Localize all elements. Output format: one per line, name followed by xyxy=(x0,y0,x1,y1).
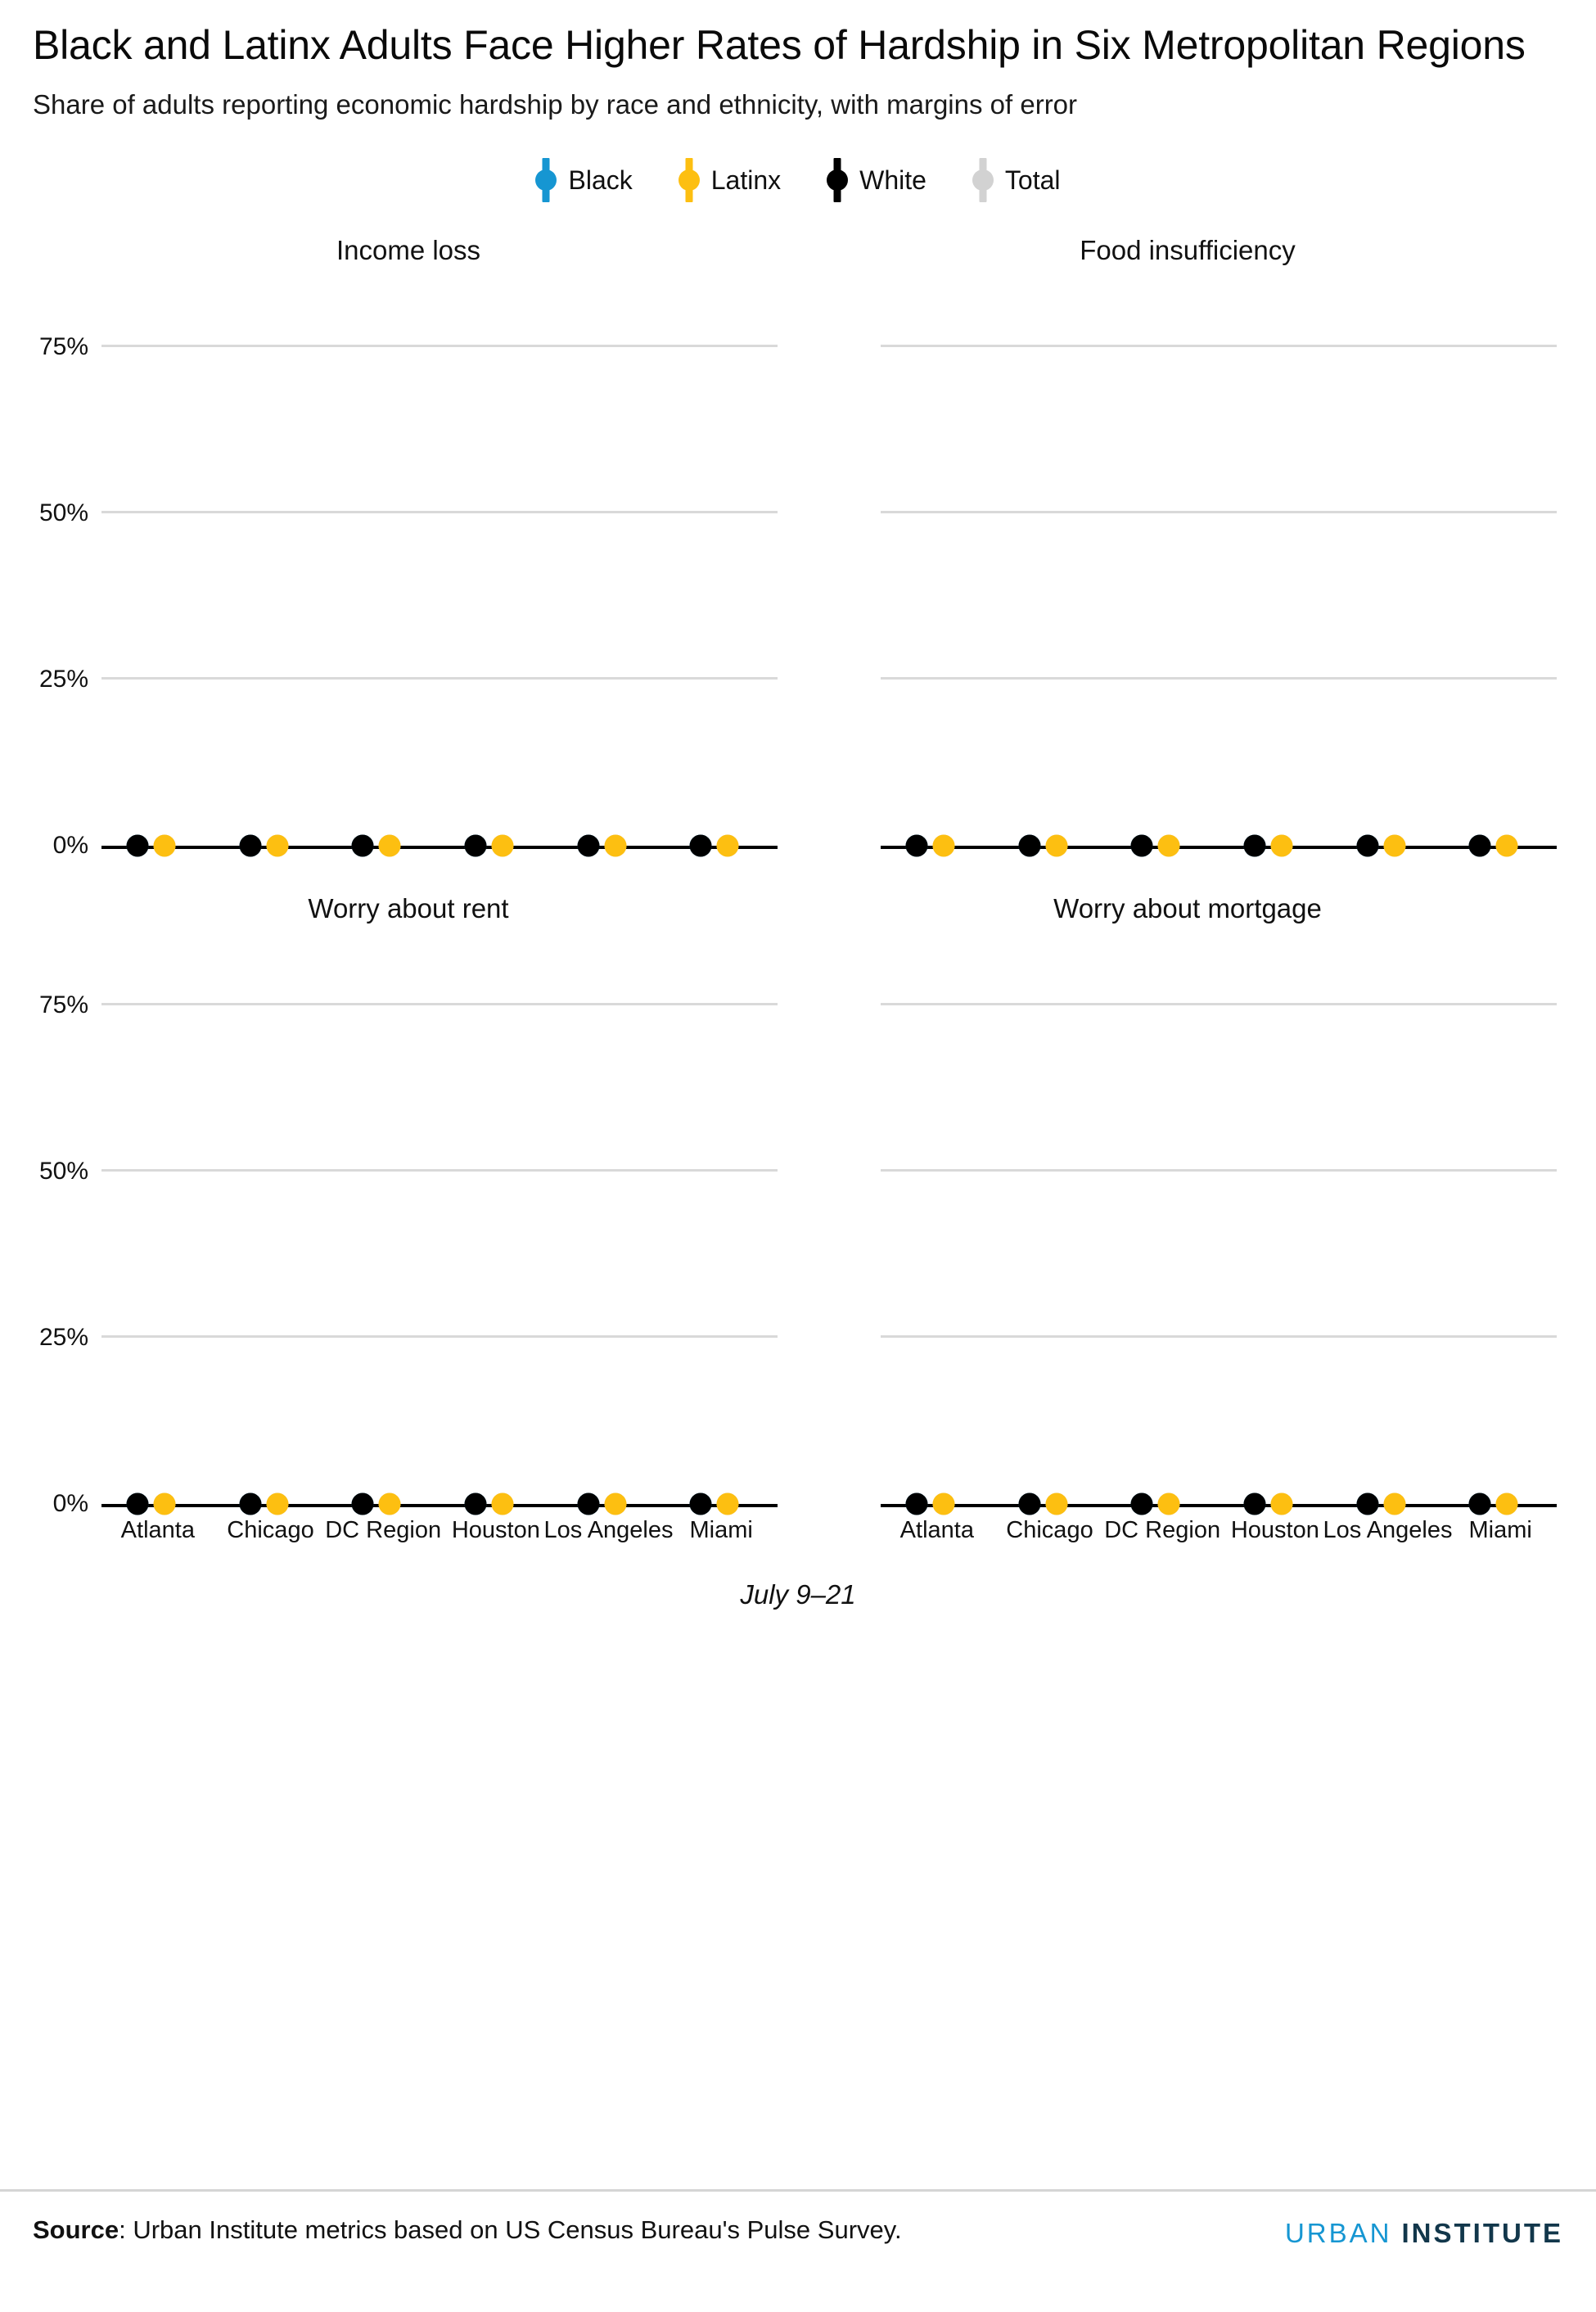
legend-marker-icon xyxy=(972,158,994,202)
page-title: Black and Latinx Adults Face Higher Rates of Hardship in Six Metropolitan Regions xyxy=(33,22,1526,68)
x-axis-tick-label: Los Angeles xyxy=(543,1517,674,1544)
plot-area xyxy=(881,281,1557,849)
plot-area xyxy=(881,939,1557,1507)
point-marker xyxy=(465,835,487,857)
legend-label: Total xyxy=(1004,165,1061,195)
point-marker xyxy=(1271,835,1293,857)
x-axis-tick-label: Chicago xyxy=(1006,1517,1093,1544)
point-marker xyxy=(1244,1493,1266,1515)
point-marker xyxy=(1469,1493,1491,1515)
point-marker xyxy=(1356,1493,1378,1515)
point-marker xyxy=(154,1493,176,1515)
urban-institute-logo xyxy=(1285,2218,1563,2249)
x-axis-labels xyxy=(101,849,778,893)
point-marker xyxy=(492,1493,514,1515)
gridline xyxy=(881,1003,1557,1005)
legend-item-latinx[interactable] xyxy=(679,158,781,202)
point-marker xyxy=(154,835,176,857)
chart-panels xyxy=(0,235,1596,1551)
x-axis-tick-label: Houston xyxy=(1230,1517,1319,1544)
gridline xyxy=(881,1335,1557,1338)
y-axis-tick-label: 25% xyxy=(38,666,88,693)
x-axis-tick-label: Miami xyxy=(1468,1517,1532,1544)
gridline xyxy=(101,345,778,347)
point-marker xyxy=(717,1493,739,1515)
point-marker xyxy=(239,1493,261,1515)
source-text: : Urban Institute metrics based on US Census Bureau's Pulse Survey. xyxy=(119,2215,902,2244)
point-marker xyxy=(239,835,261,857)
point-marker xyxy=(577,835,599,857)
legend-item-black[interactable] xyxy=(535,158,632,202)
gridline xyxy=(881,843,1557,846)
point-marker xyxy=(266,835,288,857)
x-axis-tick-label: DC Region xyxy=(1104,1517,1221,1544)
point-marker xyxy=(1271,1493,1293,1515)
gridline xyxy=(881,1501,1557,1504)
chart-date-note: July 9–21 xyxy=(740,1579,856,1610)
gridline xyxy=(881,345,1557,347)
point-marker xyxy=(1018,1493,1040,1515)
y-axis-tick-label: 25% xyxy=(38,1324,88,1352)
panel-title: Income loss xyxy=(336,235,481,266)
point-marker xyxy=(1045,1493,1067,1515)
x-axis-tick-label: Los Angeles xyxy=(1323,1517,1453,1544)
point-marker xyxy=(690,835,712,857)
point-marker xyxy=(933,1493,955,1515)
gridline xyxy=(101,1003,778,1005)
chart-footer xyxy=(0,2189,1596,2312)
panel-worry-about-rent xyxy=(23,893,794,1551)
gridline xyxy=(101,843,778,846)
legend-label: White xyxy=(859,165,926,195)
legend-item-total[interactable] xyxy=(972,158,1061,202)
panel-title: Worry about mortgage xyxy=(1053,893,1322,924)
legend-marker-icon xyxy=(827,158,848,202)
x-axis-tick-label: Houston xyxy=(451,1517,540,1544)
point-marker xyxy=(1018,835,1040,857)
point-marker xyxy=(1158,835,1180,857)
x-axis-tick-label: Miami xyxy=(689,1517,753,1544)
gridline xyxy=(881,677,1557,680)
panel-income-loss xyxy=(23,235,794,893)
plot-area xyxy=(38,939,778,1518)
legend-label: Black xyxy=(568,165,633,195)
point-marker xyxy=(1131,1493,1153,1515)
point-marker xyxy=(1383,835,1405,857)
x-axis-labels xyxy=(881,1507,1557,1551)
point-marker xyxy=(1496,835,1518,857)
plot-area xyxy=(38,281,778,860)
legend-item-white[interactable] xyxy=(827,158,926,202)
point-marker xyxy=(352,1493,374,1515)
point-marker xyxy=(379,1493,401,1515)
point-marker xyxy=(127,835,149,857)
legend-marker-icon xyxy=(535,158,557,202)
gridline xyxy=(101,1335,778,1338)
x-axis-labels xyxy=(881,849,1557,893)
point-marker xyxy=(1158,1493,1180,1515)
x-axis-tick-label: Chicago xyxy=(227,1517,314,1544)
y-axis-tick-label: 75% xyxy=(38,991,88,1019)
x-axis-tick-label: Atlanta xyxy=(899,1517,974,1544)
x-axis-labels xyxy=(101,1507,778,1551)
source-label: Source xyxy=(33,2215,119,2244)
point-marker xyxy=(577,1493,599,1515)
point-marker xyxy=(465,1493,487,1515)
y-axis-tick-label: 0% xyxy=(52,1490,88,1518)
panel-title: Worry about rent xyxy=(308,893,509,924)
y-axis-tick-label: 75% xyxy=(38,333,88,361)
point-marker xyxy=(1131,835,1153,857)
gridline xyxy=(101,677,778,680)
source-note xyxy=(33,2213,902,2247)
point-marker xyxy=(906,835,928,857)
point-marker xyxy=(604,835,626,857)
panel-food-insufficiency xyxy=(802,235,1573,893)
point-marker xyxy=(1469,835,1491,857)
point-marker xyxy=(717,835,739,857)
panel-title: Food insufficiency xyxy=(1080,235,1296,266)
gridline xyxy=(101,1501,778,1504)
point-marker xyxy=(1496,1493,1518,1515)
point-marker xyxy=(1356,835,1378,857)
legend-marker-icon xyxy=(679,158,700,202)
panel-worry-about-mortgage xyxy=(802,893,1573,1551)
point-marker xyxy=(933,835,955,857)
logo-institute-text: INSTITUTE xyxy=(1401,2218,1563,2248)
point-marker xyxy=(352,835,374,857)
point-marker xyxy=(604,1493,626,1515)
legend-label: Latinx xyxy=(710,165,782,195)
point-marker xyxy=(1244,835,1266,857)
gridline xyxy=(101,1169,778,1172)
y-axis-tick-label: 50% xyxy=(38,499,88,527)
page-subtitle: Share of adults reporting economic hardship by race and ethnicity, with margins of error xyxy=(33,89,1078,120)
chart-header xyxy=(0,0,1596,122)
x-axis-tick-label: DC Region xyxy=(325,1517,442,1544)
point-marker xyxy=(690,1493,712,1515)
point-marker xyxy=(127,1493,149,1515)
gridline xyxy=(881,1169,1557,1172)
point-marker xyxy=(1383,1493,1405,1515)
logo-urban-text: URBAN xyxy=(1284,2218,1392,2248)
point-marker xyxy=(379,835,401,857)
chart-legend xyxy=(0,158,1596,202)
y-axis-tick-label: 0% xyxy=(52,832,88,860)
gridline xyxy=(881,511,1557,513)
point-marker xyxy=(906,1493,928,1515)
point-marker xyxy=(266,1493,288,1515)
y-axis-tick-label: 50% xyxy=(38,1158,88,1185)
point-marker xyxy=(492,835,514,857)
x-axis-tick-label: Atlanta xyxy=(120,1517,195,1544)
point-marker xyxy=(1045,835,1067,857)
gridline xyxy=(101,511,778,513)
